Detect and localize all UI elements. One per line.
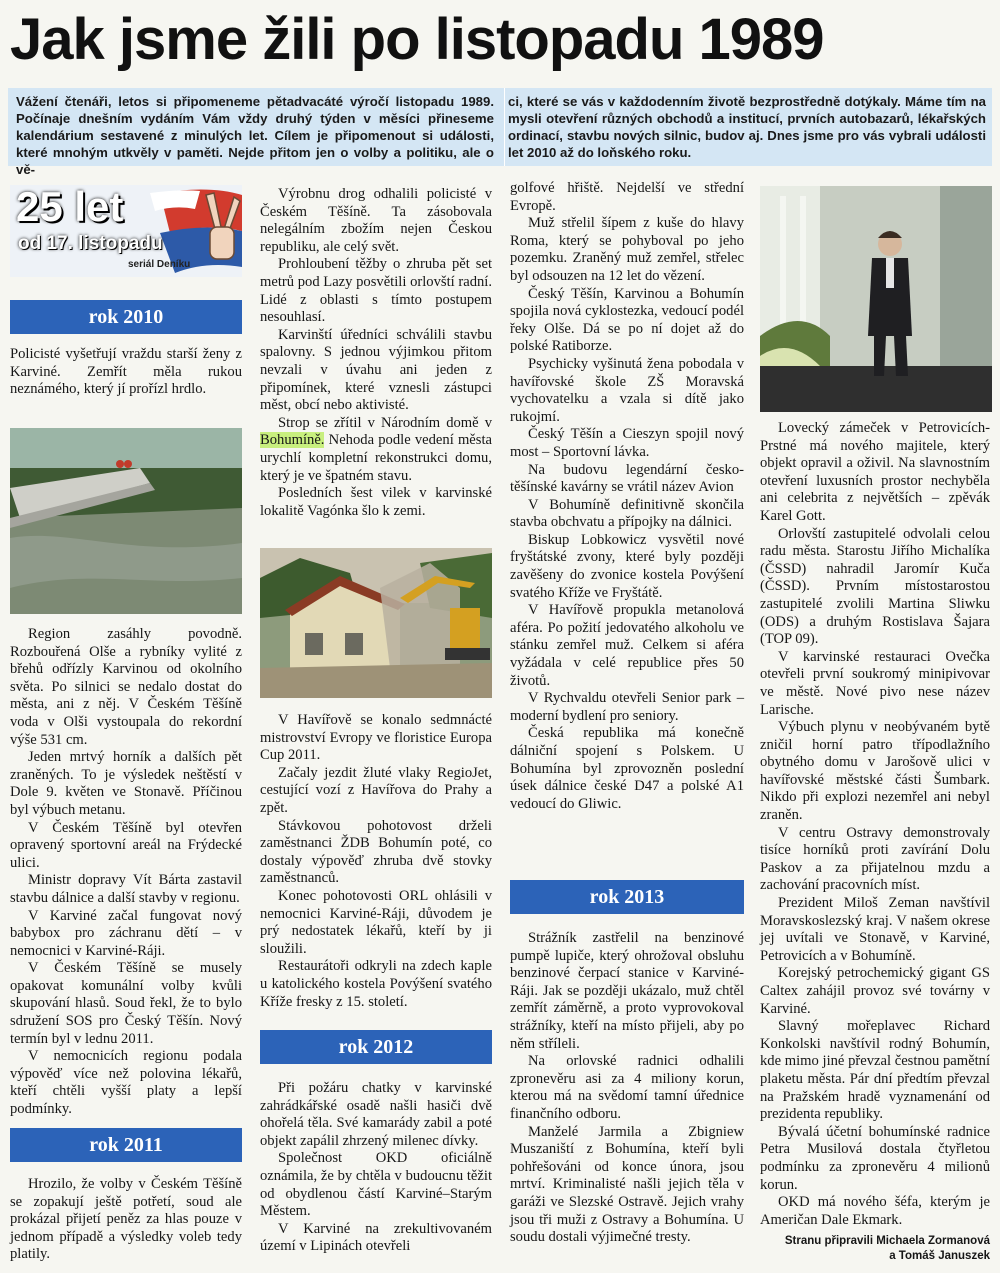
column3-top	[510, 180, 744, 813]
article-paragraph: V karvinské restauraci Ovečka otevřeli první soukromý minipivovar ve městě. Nové pivo nese název Larische.	[760, 648, 990, 718]
year-heading-2013: rok 2013	[510, 880, 744, 914]
intro-divider	[504, 88, 505, 166]
article-paragraph: V Českém Těšíně se musely opakovat komunální volby kvůli skupování hlasů. Soud řekl, že to bylo sdružení SOS pro Český Těšín. Nový termín byl v lednu 2011.	[10, 960, 242, 1047]
article-paragraph: Česká republika má konečně dálniční spojení s Polskem. U Bohumína byl zprovozněn poslední úsek dálnice české D47 a polské A1 vedoucí do Gliwic.	[510, 725, 744, 812]
intro-left	[16, 93, 494, 178]
article-paragraph: Prezident Miloš Zeman navštívil Moravskoslezský kraj. V našem okrese jej uvítali ve Stonavě, v Karviné, Petrovicích a v Bohumíně.	[760, 895, 990, 964]
article-paragraph: golfové hřiště. Nejdelší ve střední Evropě.	[510, 180, 744, 214]
year-heading-2010: rok 2010	[10, 300, 242, 334]
article-paragraph: V Havířově propukla metanolová aféra. Po požití jedovatého alkoholu ve stánku zemřel muž. Celkem si aféra vyžádala v celé republice přes 50 životů.	[510, 602, 744, 689]
article-paragraph: Jeden mrtvý horník a dalších pět zraněných. To je výsledek neštěstí v Dole 9. květen ve Stonavě. Příčinou byl výbuch metanu.	[10, 749, 242, 818]
article-paragraph: Společnost OKD oficiálně oznámila, že by chtěla v budoucnu těžit od obydlenou částí Karviné–Starým Městem.	[260, 1150, 492, 1220]
column2-bottom	[260, 1080, 492, 1256]
article-paragraph: Hrozilo, že volby v Českém Těšíně se zopakují ještě potřetí, soud ale prokázal přijetí peněz za hlas pouze v jednom případě a výsledky voleb tedy platily.	[10, 1176, 242, 1263]
article-paragraph: Na orlovské radnici odhalili zpronevěru asi za 4 miliony korun, kterou má na svědomí tamní úřednice finančního odboru.	[510, 1053, 744, 1122]
series-logo	[10, 185, 242, 277]
column4	[760, 420, 990, 1229]
year-heading-2011: rok 2011	[10, 1128, 242, 1162]
article-paragraph: Restaurátoři odkryli na zdech kaple u katolického kostela Povýšení svatého Kříže fresky z 15. století.	[260, 958, 492, 1010]
highlighted-word: Bohumíně.	[260, 432, 325, 449]
article-paragraph: Strážník zastřelil na benzinové pumpě lupiče, který ohrožoval obsluhu benzinové čerpací stanice v Karviné-Ráji. Jak se později ukázalo, muž chtěl zemřít záměrně, a proto vyprovokoval strážníky, kteří na místo přijeli, aby po něm stříleli.	[510, 930, 744, 1052]
article-paragraph: Lovecký zámeček v Petrovicích-Prstné má nového majitele, který objekt opravil a oživil. Na slavnostním otevření luxusních prostor nechyběla ani celebrita z největších – zpěvák Karel Gott.	[760, 420, 990, 524]
article-paragraph: Biskup Lobkowicz vysvětil nové fryštátské zvony, které byly později zavěšeny do zvonice kostela Povýšení svatého Kříže ve Fryštátě.	[510, 531, 744, 601]
photo-demolition	[260, 548, 492, 698]
logo-tag: seriál Deníku	[128, 259, 191, 270]
intro-text-left: Vážení čtenáři, letos si připomeneme pětadvacáté výročí listopadu 1989. Počínaje dnešním vydáním Vám vždy druhý týden v měsíci přineseme kalendárium sestavené z minulých let. Cílem je připomenout si události, které mnohým utkvěly v paměti. Nejde přitom jen o volby a politiku, ale o vě-	[16, 94, 494, 177]
article-paragraph: V Rychvaldu otevřeli Senior park – moderní bydlení pro seniory.	[510, 690, 744, 724]
article-paragraph: Slavný mořeplavec Richard Konkolski navštívil rodný Bohumín, kde mimo jiné převzal čestnou pamětní plaketu města. Pár dní předtím převzal na Pražském hradě vyznamenání od prezidenta republiky.	[760, 1018, 990, 1123]
intro-text-right: ci, které se vás v každodenním životě bezprostředně dotýkaly. Máme tím na mysli otevření různých obchodů a institucí, prvních autobazarů, lékařských ordinací, stavbu nových silnic, budov aj. Dnes jsme pro vás vybrali události let 2010 až do loňského roku.	[508, 94, 986, 160]
article-paragraph: Manželé Jarmila a Zbigniew Muszaniští z Bohumína, kteří byli pohřešováni od konce února, jsou mrtví. Kriminalisté našli jejich těla v garáži ve Slezské Ostravě. Jejich vrahy jsou tři muži z Ostravy a Bohumína. U soudu dostali výjimečné tresty.	[510, 1123, 744, 1246]
article-paragraph: V nemocnicích regionu podala výpověď více než polovina lékařů, kteří chtěli vyšší platy a lepší podmínky.	[10, 1048, 242, 1118]
page-credit	[762, 1234, 990, 1264]
intro-box	[8, 88, 992, 177]
column2-middle	[260, 712, 492, 1011]
article-paragraph: Region zasáhly povodně. Rozbouřená Olše a rybníky vylité z břehů odřízly Karvinou od okolního světa. Po silnici se nedalo dostat do města, ani z něj. V Českém Těšíně voda v Olši vystoupala do rekordní výše 531 cm.	[10, 626, 242, 748]
text-run: Strop se zřítil v Národním domě v	[278, 414, 492, 431]
article-paragraph: Konec pohotovosti ORL ohlásili v nemocnici Karviné-Ráji, důvodem je prý nedostatek lékařů, kteří by ji sloužili.	[260, 887, 492, 957]
article-paragraph	[260, 415, 492, 485]
article-paragraph: Posledních šest vilek v karvinské lokalitě Vagónka šlo k zemi.	[260, 485, 492, 519]
logo-small-text: od 17. listopadu	[18, 233, 163, 254]
text-run: Nehoda podle vedení města urychlí kompletní rekonstrukci domu, který je ve špatném stavu.	[260, 432, 492, 484]
demolition-image	[260, 548, 492, 698]
column2-top	[260, 186, 492, 520]
article-paragraph: Výbuch plynu v neobývaném bytě zničil horní patro třípodlažního obytného domu v Jarošově ulici v havířovské městské části Šumbark. Nikdo při explozi nezemřel ani nebyl zraněn.	[760, 719, 990, 824]
flood-bridge-image	[10, 428, 242, 614]
article-paragraph: V Bohumíně definitivně skončila stavba obchvatu a přípojky na dálnici.	[510, 496, 744, 531]
article-paragraph: Stávkovou pohotovost drželi zaměstnanci ŽDB Bohumín poté, co dostaly výpověď zhruba dvě stovky zaměstnanců.	[260, 817, 492, 887]
column1-bottom	[10, 1176, 242, 1264]
photo-flood-bridge	[10, 428, 242, 614]
credit-line-2: a Tomáš Januszek	[889, 1250, 990, 1262]
column1-top	[10, 346, 242, 399]
credit-line-1: Stranu připravili Michaela Zormanová	[784, 1235, 990, 1247]
article-paragraph: Výrobnu drog odhalili policisté v Českém Těšíně. Ta zásobovala nelegálním zbožím nejen Českou republiku, ale celý svět.	[260, 186, 492, 255]
article-paragraph: Bývalá účetní bohumínské radnice Petra Musilová dostala čtyřletou podmínku za zpronevěru 4 milionů korun.	[760, 1123, 990, 1193]
article-paragraph: Český Těšín, Karvinou a Bohumín spojila nová cyklostezka, vedoucí podél řeky Olše. Dá se po ní dojet až do polské Ratiborze.	[510, 285, 744, 355]
article-paragraph: Při požáru chatky v karvinské zahrádkářské osadě našli hasiči dvě ohořelá těla. Své kamarády zabil a poté objekt zapálil zhrzený milenec dívky.	[260, 1080, 492, 1149]
article-paragraph: Psychicky vyšinutá žena pobodala v havířovské škole ZŠ Moravská vychovatelku a vzala si dítě jako rukojmí.	[510, 355, 744, 425]
article-paragraph: V Karviné začal fungovat nový babybox pro záchranu dětí – v nemocnici v Karviné-Ráji.	[10, 907, 242, 959]
article-paragraph: V Havířově se konalo sedmnácté mistrovství Evropy ve floristice Europa Cup 2011.	[260, 712, 492, 764]
article-paragraph: OKD má nového šéfa, kterým je Američan Dale Ekmark.	[760, 1194, 990, 1228]
photo-singer-on-stage	[760, 186, 992, 412]
article-paragraph: V centru Ostravy demonstrovaly tisíce horníků proti zavírání Dolu Paskov a za přijatelnou mzdu a zachování pracovních míst.	[760, 824, 990, 894]
article-paragraph: Muž střelil šípem z kuše do hlavy Roma, který se pohyboval po jeho pozemku. Zraněný muž zemřel, střelec byl odsouzen na 12 let do vězení.	[510, 215, 744, 284]
logo-big-text: 25 let	[16, 185, 124, 230]
column3-bottom	[510, 930, 744, 1247]
article-paragraph: Orlovští zastupitelé odvolali celou radu města. Starostu Jiřího Michalíka (ČSSD) nahradil Jaromír Kuča (ČSSD). Prvním místostarostou zastupitelé zvolili Martina Sliwku (ODS) a druhým Rostislava Šajara (TOP 09).	[760, 525, 990, 648]
article-paragraph: V Českém Těšíně byl otevřen opravený sportovní areál na Frýdecké ulici.	[10, 819, 242, 871]
article-paragraph: Český Těšín a Cieszyn spojil nový most – Sportovní lávka.	[510, 426, 744, 460]
article-paragraph: Prohloubení těžby o zhruba pět set metrů pod Lazy posvětili orlovští radní. Lidé z oblasti s tímto postupem nesouhlasí.	[260, 256, 492, 326]
column1-middle	[10, 626, 242, 1119]
article-paragraph: Ministr dopravy Vít Bárta zastavil stavbu dálnice a další stavby v regionu.	[10, 872, 242, 906]
page-headline: Jak jsme žili po listopadu 1989	[10, 7, 824, 72]
article-paragraph: Na budovu legendární česko-těšínské kavárny se vrátil název Avion	[510, 461, 744, 496]
article-paragraph: Policisté vyšetřují vraždu starší ženy z Karviné. Zemřít měla rukou neznámého, který jí prořízl hrdlo.	[10, 346, 242, 398]
year-heading-2012: rok 2012	[260, 1030, 492, 1064]
article-paragraph: Korejský petrochemický gigant GS Caltex zahájil provoz své továrny v Karviné.	[760, 965, 990, 1017]
singer-image	[760, 186, 992, 412]
article-paragraph: V Karviné na zrekultivovaném území v Lipinách otevřeli	[260, 1220, 492, 1255]
article-paragraph: Začaly jezdit žluté vlaky RegioJet, cestující vozí z Havířova do Prahy a zpět.	[260, 764, 492, 816]
article-paragraph: Karvinští úředníci schválili stavbu spalovny. S jednou výjimkou přitom nevzali v úvahu ani jeden z připomínek, které vznesli zástupci měst, obcí nebo aktivisté.	[260, 326, 492, 414]
intro-right	[508, 93, 986, 161]
